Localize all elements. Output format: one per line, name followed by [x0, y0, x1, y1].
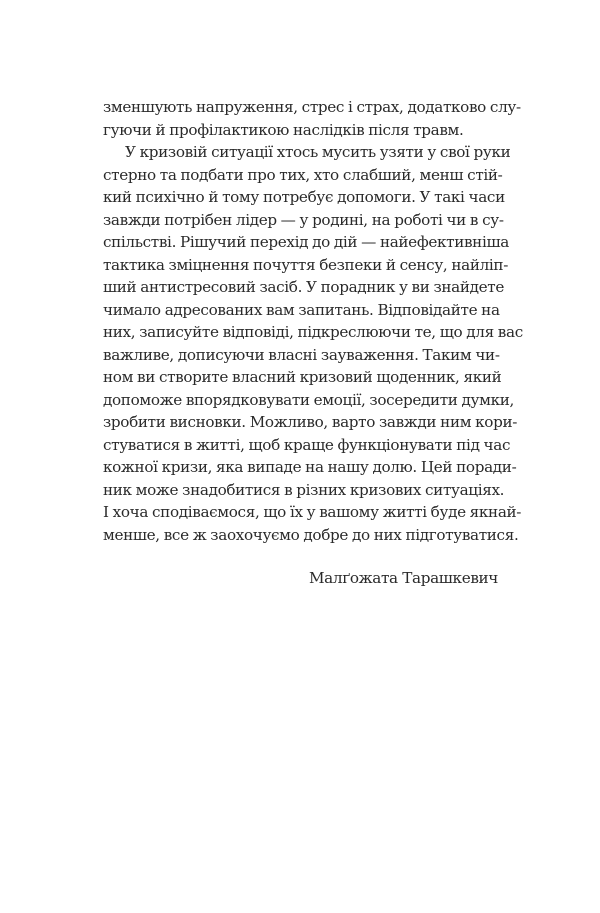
text-line: допоможе впорядковувати емоції, зосередити думки, — [103, 390, 514, 409]
text-line: У кризовій ситуації хтось мусить узяти у свої руки — [125, 143, 511, 161]
text-line: ник може знадобитися в різних кризових ситуаціях. — [103, 480, 505, 499]
text-line: зробити висновки. Можливо, варто завжди ним кори- — [103, 413, 518, 431]
text-line: ший антистресовий засіб. У порадник у ви знайдете — [103, 278, 504, 296]
text-line: гуючи й профілактикою наслідків після травм. — [103, 120, 464, 139]
text-line: І хоча сподіваємося, що їх у вашому житті буде якнай- — [103, 503, 522, 521]
text-line: завжди потрібен лідер — у родині, на роботі чи в су- — [103, 210, 504, 229]
text-line: тактика зміцнення почуття безпеки й сенсу, найліп- — [103, 255, 508, 274]
text-line: менше, все ж заохочуємо добре до них підготуватися. — [103, 525, 519, 544]
text-line: стуватися в житті, щоб краще функціонувати під час — [103, 435, 511, 454]
text-line: важливе, дописуючи власні зауваження. Таким чи- — [103, 345, 500, 364]
text-line: стерно та подбати про тих, хто слабший, менш стій- — [103, 165, 503, 184]
text-line: спільстві. Рішучий перехід до дій — найефективніша — [103, 233, 509, 251]
text-line: кий психічно й тому потребує допомоги. У такі часи — [103, 188, 505, 206]
text-line: ном ви створите власний кризовий щоденник, який — [103, 368, 502, 386]
author-signature: Малґожата Тарашкевич — [308, 569, 498, 587]
text-line: кожної кризи, яка випаде на нашу долю. Цей поради- — [103, 458, 517, 476]
text-line: них, записуйте відповіді, підкреслюючи те, що для вас — [103, 323, 523, 341]
body-text — [103, 96, 523, 546]
text-line: чимало адресованих вам запитань. Відповідайте на — [103, 300, 500, 319]
text-line: зменшують напруження, стрес і страх, додатково слу- — [103, 98, 521, 116]
